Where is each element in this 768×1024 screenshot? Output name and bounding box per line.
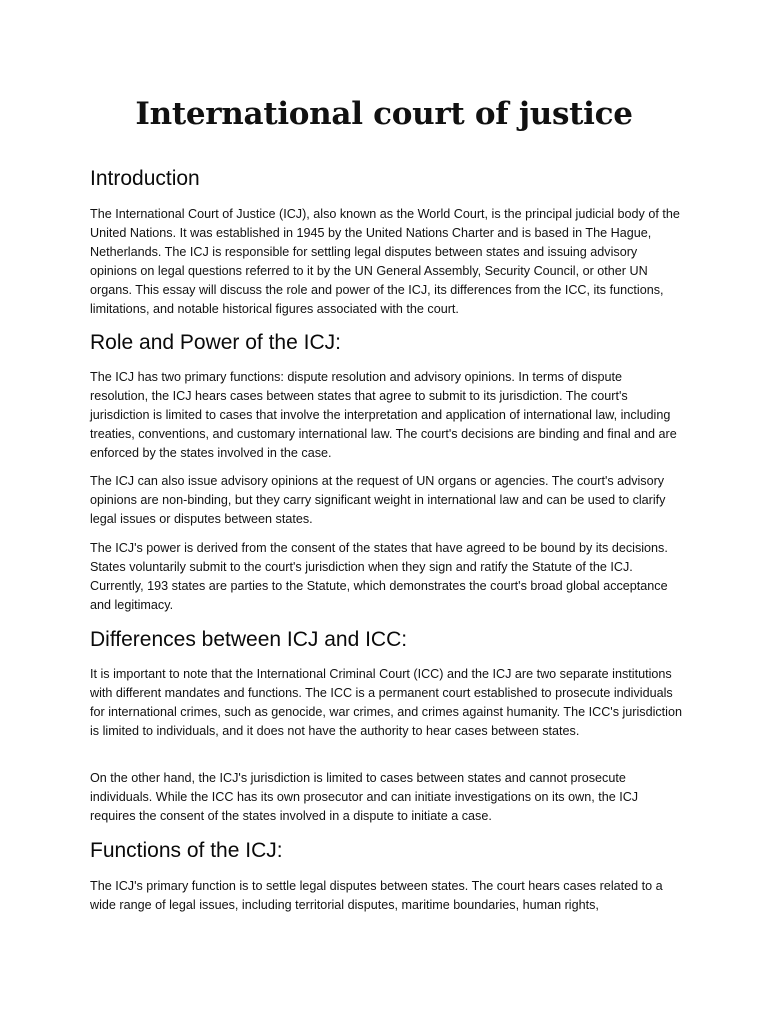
paragraph-differences-icj: On the other hand, the ICJ's jurisdiction is limited to cases between states and cannot prosecute individuals. While the ICC has its own prosecutor and can initiate investigations on its own, the ICJ requires the consent of the states involved in a dispute to initiate a case. bbox=[90, 771, 639, 823]
paragraph-functions: The ICJ's primary function is to settle legal disputes between states. The court hears cases related to a wide range of legal issues, including territorial disputes, maritime boundaries, human rights, bbox=[90, 879, 663, 912]
paragraph-role-consent: The ICJ's power is derived from the consent of the states that have agreed to be bound by its decisions. States voluntarily submit to the court's jurisdiction when they sign and ratify the Statute of the ICJ. Currently, 193 states are parties to the Statute, which demonstrates the court's broad global acceptance and legitimacy. bbox=[90, 541, 668, 612]
paragraph-introduction: The International Court of Justice (ICJ), also known as the World Court, is the principal judicial body of the United Nations. It was established in 1945 by the United Nations Charter and is based in The Hague, Netherlands. The ICJ is responsible for settling legal disputes between states and issuing advisory opinions on legal questions referred to it by the UN General Assembly, Security Council, or other UN organs. This essay will discuss the role and power of the ICJ, its differences from the ICC, its functions, limitations, and notable historical figures associated with the court. bbox=[90, 207, 680, 316]
document-title: International court of justice bbox=[135, 96, 633, 132]
paragraph-role-dispute-resolution: The ICJ has two primary functions: dispute resolution and advisory opinions. In terms of dispute resolution, the ICJ hears cases between states that agree to submit to its jurisdiction. The court's jurisdiction is limited to cases that involve the interpretation and application of international law, including treaties, conventions, and customary international law. The court's decisions are binding and final and are enforced by the states involved in the case. bbox=[90, 370, 677, 460]
heading-role-and-power: Role and Power of the ICJ: bbox=[90, 331, 341, 354]
paragraph-role-advisory-opinions: The ICJ can also issue advisory opinions at the request of UN organs or agencies. The court's advisory opinions are non-binding, but they carry significant weight in international law and can be used to clarify legal issues or disputes between states. bbox=[90, 474, 666, 526]
heading-differences: Differences between ICJ and ICC: bbox=[90, 628, 408, 651]
heading-functions: Functions of the ICJ: bbox=[90, 839, 283, 862]
heading-introduction: Introduction bbox=[90, 167, 200, 190]
paragraph-differences-icc: It is important to note that the International Criminal Court (ICC) and the ICJ are two separate institutions with different mandates and functions. The ICC is a permanent court established to prosecute individuals for international crimes, such as genocide, war crimes, and crimes against humanity. The ICC's jurisdiction is limited to individuals, and it does not have the authority to hear cases between states. bbox=[90, 667, 682, 738]
